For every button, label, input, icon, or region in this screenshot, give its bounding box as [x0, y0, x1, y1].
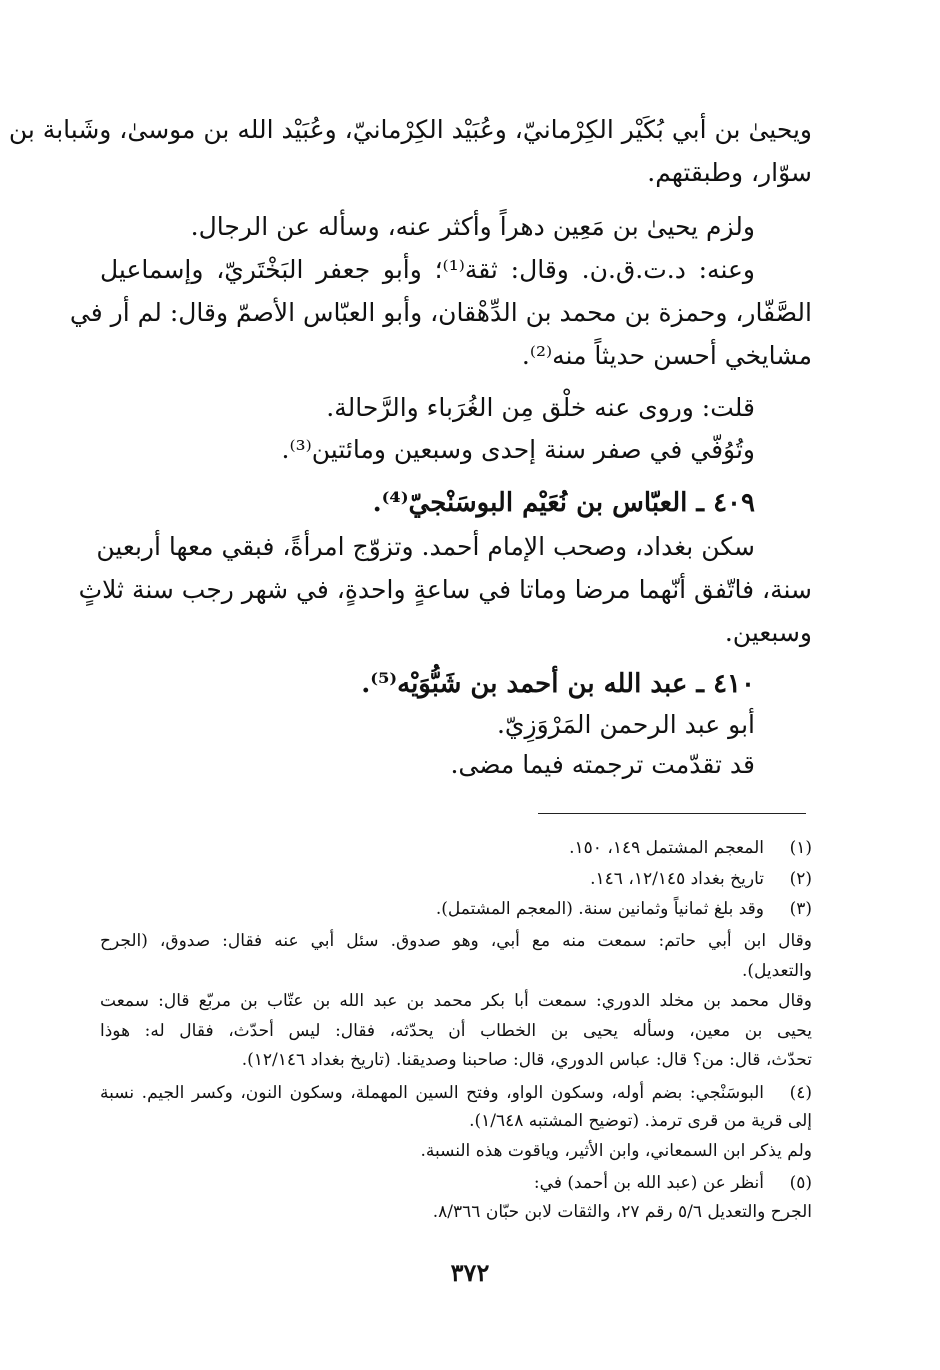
- body-line-4: وعنه: د.ت.ق.ن. وقال: ثقة⁽¹⁾؛ وأبو جعفر البَخْتَريّ، وإسماعيل: [100, 255, 755, 284]
- body-line-7: قلت: وروى عنه خلْق مِن الغُرَباء والرَّحالة.: [326, 393, 755, 422]
- body-line-8: وتُوُفّي في صفر سنة إحدى وسبعين ومائتين⁽³⁾.: [281, 435, 755, 464]
- footnote-3-cont-2: والتعديل).: [741, 961, 812, 981]
- footnote-4-cont-2: ولم يذكر ابن السمعاني، وابن الأثير، وياقوت هذه النسبة.: [420, 1141, 812, 1161]
- body-line-2: سوّار، وطبقتهم.: [647, 158, 812, 187]
- footnote-4-text: البوسَنْجي: بضم أوله، وسكون الواو، وفتح السين المهملة، وسكون النون، وكسر الجيم. نسبة: [100, 1083, 764, 1103]
- entry-409-line-3: وسبعين.: [724, 618, 812, 647]
- footnote-2-number: (٢): [789, 869, 812, 889]
- body-line-5: الصَّفّار، وحمزة بن محمد بن الدِّهْقان، وأبو العبّاس الأصمّ وقال: لم أر في: [69, 298, 812, 327]
- footnote-5-number: (٥): [789, 1173, 812, 1193]
- body-line-1: ويحيىٰ بن أبي بُكَيْر الكِرْمانيّ، وعُبَيْد الكِرْمانيّ، وعُبَيْد الله بن موسىٰ، وشَبابة بن: [8, 115, 812, 144]
- body-line-3: ولزم يحيىٰ بن مَعِين دهراً وأكثر عنه، وسأله عن الرجال.: [190, 212, 755, 241]
- entry-409-heading: ٤٠٩ ـ العبّاس بن نُعَيْم البوسَنْجيّ⁽⁴⁾.: [372, 488, 755, 518]
- entry-409-line-1: سكن بغداد، وصحب الإمام أحمد. وتزوّج امرأةً، فبقي معها أربعين: [96, 532, 755, 561]
- entry-410-heading: ٤١٠ ـ عبد الله بن أحمد بن شَبُّوَيْه⁽⁵⁾.: [361, 669, 755, 699]
- footnote-2-text: تاريخ بغداد ١٢/١٤٥، ١٤٦.: [590, 869, 764, 889]
- footnote-3-cont-4: يحيى بن معين، وسأله يحيى بن الخطاب أن يحدّثه، فقال: ليس أحدّث، فقال له: هوذا: [100, 1021, 812, 1041]
- footnote-3-cont-1: وقال ابن أبي حاتم: سمعت منه مع أبي، وهو صدوق. سئل أبي عنه فقال: صدوق، (الجرح: [100, 931, 812, 951]
- footnote-5-cont-1: الجرح والتعديل ٥/٦ رقم ٢٧، والثقات لابن حبّان ٨/٣٦٦.: [432, 1202, 812, 1222]
- footnote-5-text: أنظر عن (عبد الله بن أحمد) في:: [533, 1173, 764, 1193]
- body-line-6: مشايخي أحسن حديثاً منه⁽²⁾.: [521, 341, 812, 370]
- entry-409-line-2: سنة، فاتّفق أنّهما مرضا وماتا في ساعةٍ واحدةٍ، في شهر رجب سنة ثلاثٍ: [78, 575, 812, 604]
- page-number: ٣٧٢: [450, 1258, 490, 1287]
- footnote-3-cont-3: وقال محمد بن مخلد الدوري: سمعت أبا بكر محمد بن عبد الله بن عتّاب بن مربّع قال: سمعت: [100, 991, 812, 1011]
- footnote-4-number: (٤): [789, 1083, 812, 1103]
- footnote-3-number: (٣): [789, 899, 812, 919]
- footnote-separator: [538, 813, 806, 814]
- entry-410-line-1: أبو عبد الرحمن المَرْوَزِيّ.: [496, 710, 755, 739]
- footnote-1-number: (١): [789, 838, 812, 858]
- footnote-4-cont-1: إلى قرية من قرى ترمذ. (توضيح المشتبه ١/٦٤٨).: [469, 1111, 812, 1131]
- footnote-1-text: المعجم المشتمل ١٤٩، ١٥٠.: [569, 838, 764, 858]
- footnote-3-cont-5: تحدّث، قال: من؟ قال: عباس الدوري، قال: صاحبنا وصديقنا. (تاريخ بغداد ١٢/١٤٦).: [241, 1050, 812, 1070]
- footnote-3-text: وقد بلغ ثمانياً وثمانين سنة. (المعجم المشتمل).: [435, 899, 764, 919]
- entry-410-line-2: قد تقدّمت ترجمته فيما مضى.: [450, 750, 755, 779]
